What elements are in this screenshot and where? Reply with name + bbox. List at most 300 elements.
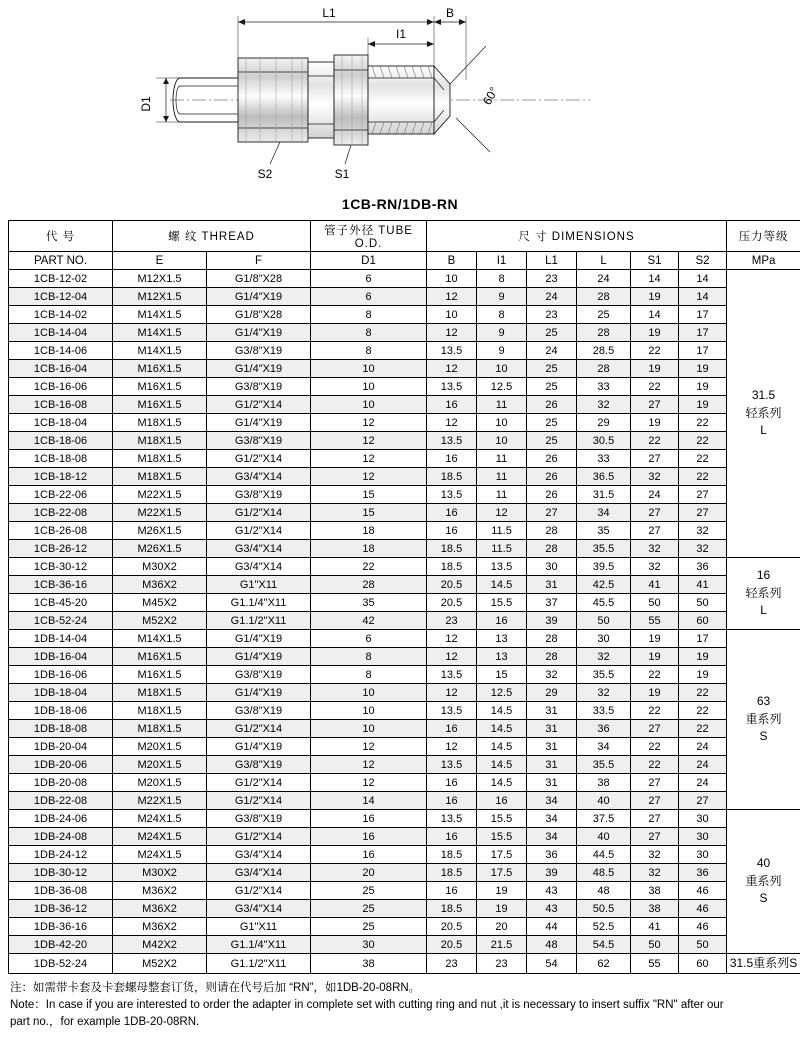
cell-d1: 8 (311, 666, 427, 684)
cell-f: G1/4"X19 (207, 288, 311, 306)
cell-s2: 22 (679, 468, 727, 486)
cell-part-no: 1DB-24-12 (9, 846, 113, 864)
cell-l: 24 (577, 270, 631, 288)
cell-i1: 15.5 (477, 594, 527, 612)
cell-s2: 60 (679, 612, 727, 630)
table-row (9, 306, 800, 324)
cell-f: G3/8"X19 (207, 486, 311, 504)
cell-f: G3/4"X14 (207, 558, 311, 576)
table-row (9, 342, 800, 360)
cell-part-no: 1CB-16-08 (9, 396, 113, 414)
cell-l1: 48 (527, 936, 577, 954)
cell-s1: 27 (631, 504, 679, 522)
cell-e: M14X1.5 (113, 324, 207, 342)
cell-d1: 6 (311, 288, 427, 306)
cell-b: 18.5 (427, 846, 477, 864)
label-S2: S2 (257, 167, 273, 181)
cell-s1: 22 (631, 738, 679, 756)
cell-s2: 27 (679, 504, 727, 522)
cell-e: M18X1.5 (113, 414, 207, 432)
cell-f: G1.1/2"X11 (207, 954, 311, 974)
table-row (9, 486, 800, 504)
cell-d1: 18 (311, 522, 427, 540)
cell-s1: 27 (631, 828, 679, 846)
cell-part-no: 1CB-22-08 (9, 504, 113, 522)
cell-l: 29 (577, 414, 631, 432)
cell-e: M20X1.5 (113, 774, 207, 792)
cell-part-no: 1CB-12-04 (9, 288, 113, 306)
cell-part-no: 1DB-16-06 (9, 666, 113, 684)
cell-l: 28 (577, 324, 631, 342)
cell-d1: 12 (311, 432, 427, 450)
cell-part-no: 1DB-16-04 (9, 648, 113, 666)
footnote (0, 974, 800, 1040)
cell-b: 16 (427, 774, 477, 792)
cell-f: G1.1/4"X11 (207, 936, 311, 954)
cell-e: M20X1.5 (113, 738, 207, 756)
cell-part-no: 1CB-16-04 (9, 360, 113, 378)
cell-f: G1/8"X28 (207, 306, 311, 324)
cell-l1: 25 (527, 432, 577, 450)
cell-s1: 27 (631, 522, 679, 540)
cell-l1: 31 (527, 756, 577, 774)
cell-s1: 32 (631, 540, 679, 558)
cell-b: 13.5 (427, 378, 477, 396)
cell-s2: 36 (679, 864, 727, 882)
cell-l1: 24 (527, 288, 577, 306)
footnote-line-en-2: part no.，for example 1DB-20-08RN. (10, 1015, 200, 1028)
cell-e: M22X1.5 (113, 486, 207, 504)
cell-f: G1/2"X14 (207, 828, 311, 846)
cell-i1: 11 (477, 486, 527, 504)
cell-s2: 22 (679, 702, 727, 720)
cell-d1: 8 (311, 648, 427, 666)
cell-l: 37.5 (577, 810, 631, 828)
table-row (9, 594, 800, 612)
cell-part-no: 1CB-18-08 (9, 450, 113, 468)
cell-s1: 32 (631, 468, 679, 486)
cell-f: G3/4"X14 (207, 900, 311, 918)
table-row (9, 414, 800, 432)
cell-l1: 29 (527, 684, 577, 702)
cell-e: M16X1.5 (113, 666, 207, 684)
cell-b: 18.5 (427, 558, 477, 576)
cell-l: 40 (577, 828, 631, 846)
cell-s1: 19 (631, 288, 679, 306)
cell-l1: 43 (527, 882, 577, 900)
cell-l1: 23 (527, 270, 577, 288)
pressure-rating-cell: 31.5重系列S (727, 954, 800, 974)
cell-d1: 25 (311, 900, 427, 918)
cell-l1: 31 (527, 702, 577, 720)
pressure-rating-cell: 31.5 轻系列 L (727, 270, 800, 558)
cell-l: 35.5 (577, 540, 631, 558)
cell-l1: 28 (527, 540, 577, 558)
cell-f: G3/4"X14 (207, 846, 311, 864)
cell-part-no: 1DB-52-24 (9, 954, 113, 974)
cell-s2: 19 (679, 648, 727, 666)
cell-l1: 24 (527, 342, 577, 360)
cell-f: G1"X11 (207, 576, 311, 594)
header-s2: S2 (679, 252, 727, 270)
cell-f: G1/2"X14 (207, 882, 311, 900)
cell-f: G1/2"X14 (207, 450, 311, 468)
cell-i1: 12.5 (477, 684, 527, 702)
cell-l1: 30 (527, 558, 577, 576)
cell-e: M14X1.5 (113, 630, 207, 648)
cell-f: G3/8"X19 (207, 432, 311, 450)
table-header-bottom (9, 252, 800, 270)
cell-s2: 17 (679, 306, 727, 324)
cell-e: M20X1.5 (113, 756, 207, 774)
cell-s2: 30 (679, 810, 727, 828)
label-S1: S1 (334, 167, 350, 181)
cell-l: 40 (577, 792, 631, 810)
cell-l1: 31 (527, 576, 577, 594)
cell-b: 12 (427, 414, 477, 432)
cell-s1: 22 (631, 756, 679, 774)
cell-e: M18X1.5 (113, 702, 207, 720)
cell-f: G1/2"X14 (207, 504, 311, 522)
cell-l: 30 (577, 630, 631, 648)
cell-f: G3/4"X14 (207, 540, 311, 558)
cell-d1: 15 (311, 504, 427, 522)
cell-e: M18X1.5 (113, 720, 207, 738)
cell-part-no: 1CB-30-12 (9, 558, 113, 576)
cell-i1: 15.5 (477, 828, 527, 846)
cell-i1: 21.5 (477, 936, 527, 954)
cell-l: 33.5 (577, 702, 631, 720)
cell-f: G1/2"X14 (207, 774, 311, 792)
cell-l1: 39 (527, 864, 577, 882)
header-i1: I1 (477, 252, 527, 270)
cell-part-no: 1CB-18-12 (9, 468, 113, 486)
cell-l1: 31 (527, 774, 577, 792)
cell-part-no: 1DB-18-04 (9, 684, 113, 702)
cell-s2: 30 (679, 846, 727, 864)
cell-f: G1/2"X14 (207, 396, 311, 414)
cell-part-no: 1CB-45-20 (9, 594, 113, 612)
table-row (9, 756, 800, 774)
cell-i1: 11 (477, 396, 527, 414)
cell-d1: 10 (311, 360, 427, 378)
cell-s1: 32 (631, 846, 679, 864)
cell-s1: 19 (631, 324, 679, 342)
table-header-top (9, 221, 800, 252)
cell-d1: 30 (311, 936, 427, 954)
cell-e: M45X2 (113, 594, 207, 612)
table-row (9, 450, 800, 468)
cell-e: M18X1.5 (113, 450, 207, 468)
cell-l: 42.5 (577, 576, 631, 594)
cell-d1: 22 (311, 558, 427, 576)
table-row (9, 954, 800, 974)
cell-l: 48 (577, 882, 631, 900)
table-row (9, 918, 800, 936)
cell-f: G1/4"X19 (207, 360, 311, 378)
cell-s1: 55 (631, 954, 679, 974)
cell-s2: 24 (679, 738, 727, 756)
cell-part-no: 1DB-18-06 (9, 702, 113, 720)
cell-d1: 20 (311, 864, 427, 882)
cell-e: M16X1.5 (113, 396, 207, 414)
cell-l: 39.5 (577, 558, 631, 576)
cell-f: G1/4"X19 (207, 648, 311, 666)
cell-d1: 10 (311, 702, 427, 720)
table-row (9, 288, 800, 306)
cell-part-no: 1DB-22-08 (9, 792, 113, 810)
cell-l: 48.5 (577, 864, 631, 882)
cell-i1: 8 (477, 306, 527, 324)
cell-b: 20.5 (427, 936, 477, 954)
cell-l: 35 (577, 522, 631, 540)
table-row (9, 360, 800, 378)
header-d1: D1 (311, 252, 427, 270)
cell-i1: 13.5 (477, 558, 527, 576)
cell-b: 13.5 (427, 666, 477, 684)
header-b: B (427, 252, 477, 270)
cell-i1: 9 (477, 342, 527, 360)
cell-e: M22X1.5 (113, 792, 207, 810)
cell-s2: 41 (679, 576, 727, 594)
spec-table-wrap (0, 220, 800, 974)
cell-l: 52.5 (577, 918, 631, 936)
table-row (9, 324, 800, 342)
cell-s2: 46 (679, 882, 727, 900)
cell-d1: 12 (311, 756, 427, 774)
cell-s2: 27 (679, 486, 727, 504)
table-row (9, 792, 800, 810)
table-row (9, 666, 800, 684)
cell-d1: 16 (311, 846, 427, 864)
cell-s1: 24 (631, 486, 679, 504)
cell-d1: 8 (311, 324, 427, 342)
cell-e: M12X1.5 (113, 270, 207, 288)
cell-d1: 10 (311, 684, 427, 702)
cell-d1: 25 (311, 882, 427, 900)
cell-l: 30.5 (577, 432, 631, 450)
cell-s2: 19 (679, 360, 727, 378)
cell-e: M52X2 (113, 612, 207, 630)
cell-s2: 14 (679, 270, 727, 288)
cell-l1: 36 (527, 846, 577, 864)
footnote-line-en-1: Note：In case if you are interested to order the adapter in complete set with cutting ring and nut ,it is necessary to insert suffix "RN" after our (10, 999, 724, 1012)
cell-i1: 19 (477, 900, 527, 918)
cell-s2: 60 (679, 954, 727, 974)
pressure-rating-cell: 63 重系列 S (727, 630, 800, 810)
cell-s1: 38 (631, 882, 679, 900)
cell-s2: 22 (679, 684, 727, 702)
cell-s2: 46 (679, 918, 727, 936)
cell-s2: 46 (679, 900, 727, 918)
cell-b: 16 (427, 792, 477, 810)
cell-i1: 11.5 (477, 522, 527, 540)
cell-i1: 11 (477, 468, 527, 486)
cell-i1: 17.5 (477, 864, 527, 882)
cell-l: 54.5 (577, 936, 631, 954)
cell-i1: 23 (477, 954, 527, 974)
cell-e: M26X1.5 (113, 540, 207, 558)
header-mpa: MPa (727, 252, 800, 270)
cell-l1: 27 (527, 504, 577, 522)
label-angle: 60° (479, 84, 502, 108)
cell-s1: 14 (631, 306, 679, 324)
cell-i1: 10 (477, 414, 527, 432)
cell-f: G1/4"X19 (207, 684, 311, 702)
cell-b: 12 (427, 648, 477, 666)
header-dimensions: 尺 寸 DIMENSIONS (427, 221, 727, 252)
cell-part-no: 1DB-24-08 (9, 828, 113, 846)
cell-s2: 30 (679, 828, 727, 846)
cell-e: M24X1.5 (113, 846, 207, 864)
cell-i1: 16 (477, 612, 527, 630)
label-B: B (445, 6, 455, 20)
cell-s1: 27 (631, 450, 679, 468)
table-row (9, 846, 800, 864)
cell-b: 20.5 (427, 594, 477, 612)
table-row (9, 810, 800, 828)
cell-s1: 14 (631, 270, 679, 288)
cell-s2: 22 (679, 450, 727, 468)
cell-l: 28 (577, 360, 631, 378)
table-row (9, 504, 800, 522)
cell-s1: 50 (631, 594, 679, 612)
cell-b: 16 (427, 522, 477, 540)
cell-b: 20.5 (427, 576, 477, 594)
cell-s1: 19 (631, 414, 679, 432)
cell-b: 13.5 (427, 486, 477, 504)
cell-l1: 34 (527, 810, 577, 828)
cell-s1: 19 (631, 684, 679, 702)
cell-i1: 20 (477, 918, 527, 936)
cell-d1: 15 (311, 486, 427, 504)
table-row (9, 648, 800, 666)
cell-l1: 28 (527, 630, 577, 648)
cell-f: G3/8"X19 (207, 666, 311, 684)
cell-s1: 22 (631, 432, 679, 450)
cell-d1: 25 (311, 918, 427, 936)
cell-s1: 22 (631, 378, 679, 396)
table-row (9, 558, 800, 576)
cell-part-no: 1DB-20-04 (9, 738, 113, 756)
cell-s2: 14 (679, 288, 727, 306)
cell-d1: 28 (311, 576, 427, 594)
cell-l1: 37 (527, 594, 577, 612)
cell-part-no: 1CB-12-02 (9, 270, 113, 288)
cell-l1: 54 (527, 954, 577, 974)
cell-e: M16X1.5 (113, 378, 207, 396)
cell-b: 16 (427, 720, 477, 738)
label-D1: D1 (139, 96, 153, 112)
cell-i1: 14.5 (477, 774, 527, 792)
cell-s1: 27 (631, 810, 679, 828)
cell-l: 25 (577, 306, 631, 324)
table-row (9, 396, 800, 414)
cell-e: M18X1.5 (113, 432, 207, 450)
cell-l: 36 (577, 720, 631, 738)
cell-s1: 27 (631, 792, 679, 810)
cell-e: M52X2 (113, 954, 207, 974)
cell-b: 12 (427, 738, 477, 756)
cell-l1: 34 (527, 792, 577, 810)
table-row (9, 540, 800, 558)
cell-f: G3/8"X19 (207, 702, 311, 720)
cell-l: 33 (577, 378, 631, 396)
cell-s1: 27 (631, 396, 679, 414)
cell-s1: 19 (631, 648, 679, 666)
cell-i1: 15.5 (477, 810, 527, 828)
label-L1: L1 (322, 6, 336, 20)
header-pressure-zh: 压力等级 (727, 221, 800, 252)
header-thread: 螺 纹 THREAD (113, 221, 311, 252)
cell-f: G1"X11 (207, 918, 311, 936)
cell-s1: 22 (631, 342, 679, 360)
cell-b: 12 (427, 684, 477, 702)
cell-part-no: 1CB-22-06 (9, 486, 113, 504)
cell-l1: 44 (527, 918, 577, 936)
cell-i1: 12.5 (477, 378, 527, 396)
cell-d1: 12 (311, 774, 427, 792)
header-part-no: PART NO. (9, 252, 113, 270)
cell-f: G1/2"X14 (207, 522, 311, 540)
cell-s2: 19 (679, 378, 727, 396)
cell-f: G3/4"X14 (207, 468, 311, 486)
cell-s2: 19 (679, 396, 727, 414)
cell-l: 35.5 (577, 666, 631, 684)
cell-l: 34 (577, 738, 631, 756)
cell-b: 12 (427, 360, 477, 378)
cell-i1: 11 (477, 450, 527, 468)
cell-l1: 32 (527, 666, 577, 684)
cell-f: G1.1/2"X11 (207, 612, 311, 630)
cell-l1: 25 (527, 324, 577, 342)
cell-l: 62 (577, 954, 631, 974)
cell-f: G3/4"X14 (207, 864, 311, 882)
cell-s2: 32 (679, 540, 727, 558)
cell-d1: 12 (311, 738, 427, 756)
cell-d1: 10 (311, 396, 427, 414)
table-row (9, 702, 800, 720)
cell-part-no: 1CB-26-08 (9, 522, 113, 540)
cell-e: M22X1.5 (113, 504, 207, 522)
cell-f: G3/8"X19 (207, 756, 311, 774)
header-tube-od: 管子外径 TUBE O.D. (311, 221, 427, 252)
cell-e: M42X2 (113, 936, 207, 954)
cell-b: 16 (427, 504, 477, 522)
cell-e: M16X1.5 (113, 360, 207, 378)
cell-b: 10 (427, 306, 477, 324)
cell-i1: 15 (477, 666, 527, 684)
cell-part-no: 1DB-20-08 (9, 774, 113, 792)
cell-f: G3/8"X19 (207, 378, 311, 396)
spec-table (8, 220, 800, 974)
cell-l1: 39 (527, 612, 577, 630)
cell-e: M14X1.5 (113, 342, 207, 360)
cell-b: 13.5 (427, 342, 477, 360)
cell-e: M12X1.5 (113, 288, 207, 306)
cell-part-no: 1DB-20-06 (9, 756, 113, 774)
cell-s1: 32 (631, 864, 679, 882)
cell-s2: 22 (679, 432, 727, 450)
cell-d1: 12 (311, 468, 427, 486)
table-row (9, 936, 800, 954)
cell-l: 34 (577, 504, 631, 522)
cell-e: M26X1.5 (113, 522, 207, 540)
cell-l1: 26 (527, 486, 577, 504)
cell-b: 18.5 (427, 900, 477, 918)
cell-s2: 22 (679, 720, 727, 738)
cell-b: 13.5 (427, 702, 477, 720)
